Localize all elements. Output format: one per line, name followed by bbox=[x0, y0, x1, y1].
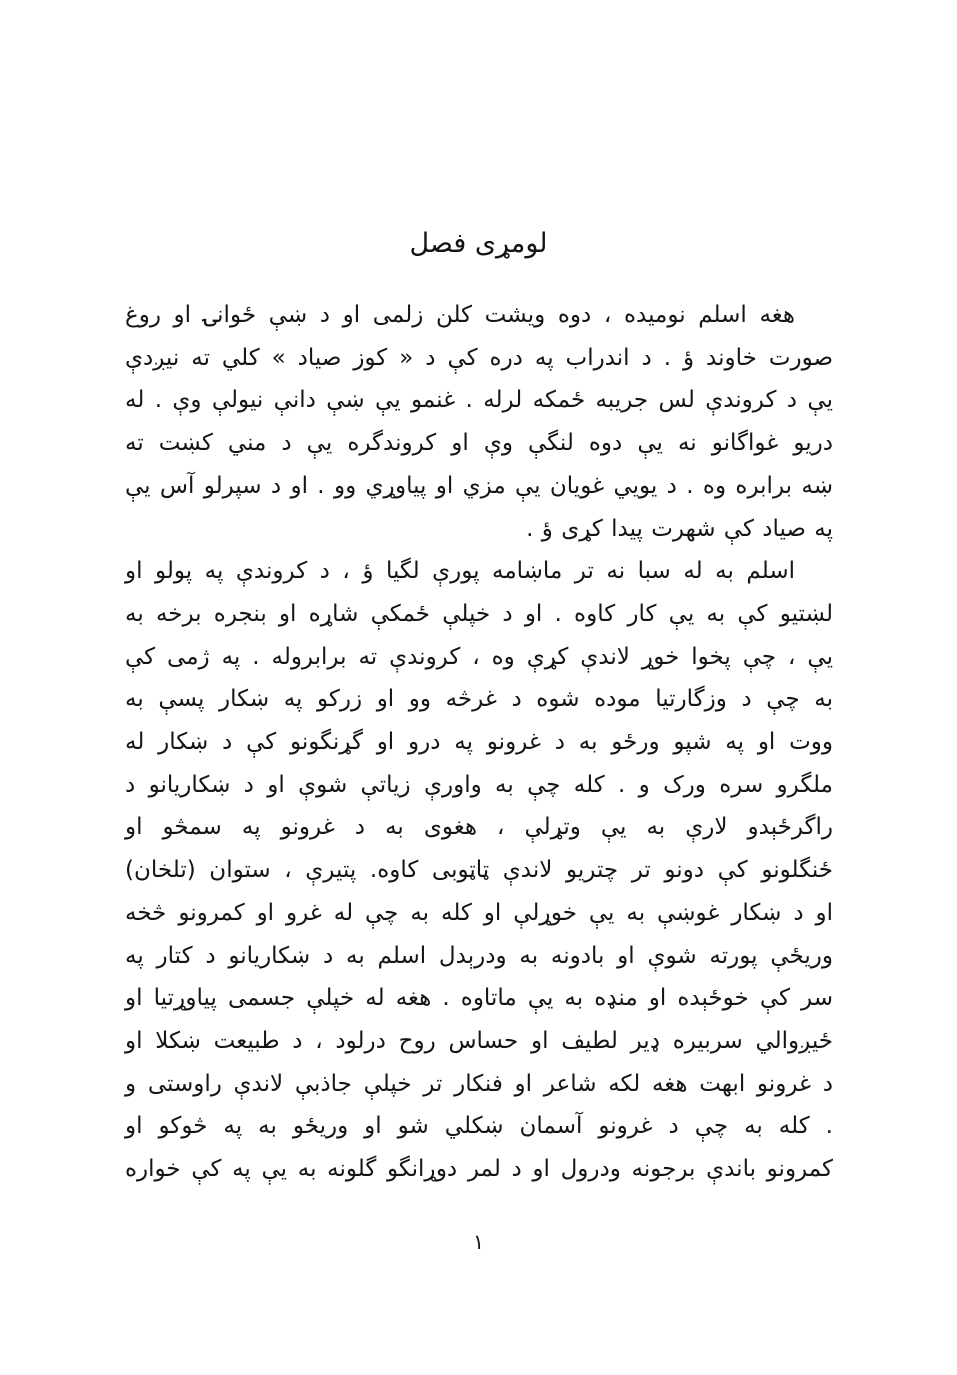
text-line: وریځې پورته شوې او بادونه به ودرېدل اسلم به د ښکاریانو د کتار په bbox=[125, 942, 833, 969]
text-line: . کله به چې د غرونو آسمان ښکلي شو او وریځو به په څوکو او bbox=[125, 1113, 833, 1140]
chapter-title: لومړی فصل bbox=[409, 228, 548, 259]
text-line: په صیاد کې شهرت پیدا کړی ؤ . bbox=[526, 515, 833, 542]
paragraph-1 bbox=[125, 294, 833, 550]
text-line: به چې د وزگارتیا موده شوه د غرڅه وو او زرکو په ښکار پسې به bbox=[125, 686, 833, 713]
text-line: هغه اسلم نومیده ، دوه ویشت کلن زلمی او د ښې ځوانۍ او روغ bbox=[125, 302, 795, 328]
text-line: یې د کروندې لس جریبه ځمکه لرله . غنمو یې ښې دانې نیولې وې . له bbox=[125, 387, 833, 414]
text-line: سر کې خوځېده او منډه به یې ماتاوه . هغه له خپلې جسمی پیاوړتیا او bbox=[125, 985, 833, 1012]
text-line: د غرونو ابهت هغه لکه شاعر او فنکار تر خپلې جاذبې لاندې راوستی و bbox=[125, 1070, 833, 1097]
text-line: یې ، چې پخوا خوړ لاندې کړې وه ، کروندې ته برابروله . په ژمی کې bbox=[125, 643, 833, 670]
text-line: صورت خاوند ؤ . د اندراب په دره کې د « کوز صیاد » کلي ته نیږدې bbox=[125, 344, 833, 371]
text-line: ښه برابره وه . د یویي غویان یې مزي او پیاوړي وو . او د سپرلو آس یې bbox=[125, 472, 833, 499]
text-line: ووت او په شپو ورځو به د غرونو په درو او گړنگونو کې د ښکار له bbox=[125, 729, 833, 756]
text-line: لښتیو کې به یې کار کاوه . او د خپلې ځمکې شاړه او بنجره برخه به bbox=[125, 600, 833, 627]
text-line: اسلم به له سبا نه تر ماښامه پورې لگیا ؤ ، د کروندې په پولو او bbox=[125, 558, 795, 585]
text-line: کمرونو باندې برجونه ودرول او د لمر دوړانگو گلونه به یې په کې خواره bbox=[125, 1156, 833, 1183]
body-text bbox=[125, 294, 833, 1191]
text-line: راگرځېدو لارې به یې وتړلې ، هغوی به د غرونو په سمڅو او bbox=[125, 814, 833, 841]
paragraph-2 bbox=[125, 550, 833, 1191]
text-line: ځیږوالي سربیره ډیر لطیف او حساس روح درلود ، د طبیعت ښکلا او bbox=[125, 1027, 833, 1054]
text-line: ځنگلونو کې دونو تر چتریو لاندې ټاټوبی کاوه. پتیرې ، ستوان (تلخان) bbox=[125, 857, 833, 884]
text-line: ملگرو سره ورک و . کله چې به واورې زیاتې شوې او د ښکاریانو د bbox=[125, 771, 833, 798]
text-line: او د ښکار غوښې به یې خوړلې او کله به چې له غرو او کمرونو څخه bbox=[125, 899, 833, 926]
text-line: دریو غواگانو نه یې دوه لنگې وې او کروندگره یې د مني کښت ته bbox=[125, 430, 833, 457]
page-number: ١ bbox=[472, 1230, 485, 1254]
